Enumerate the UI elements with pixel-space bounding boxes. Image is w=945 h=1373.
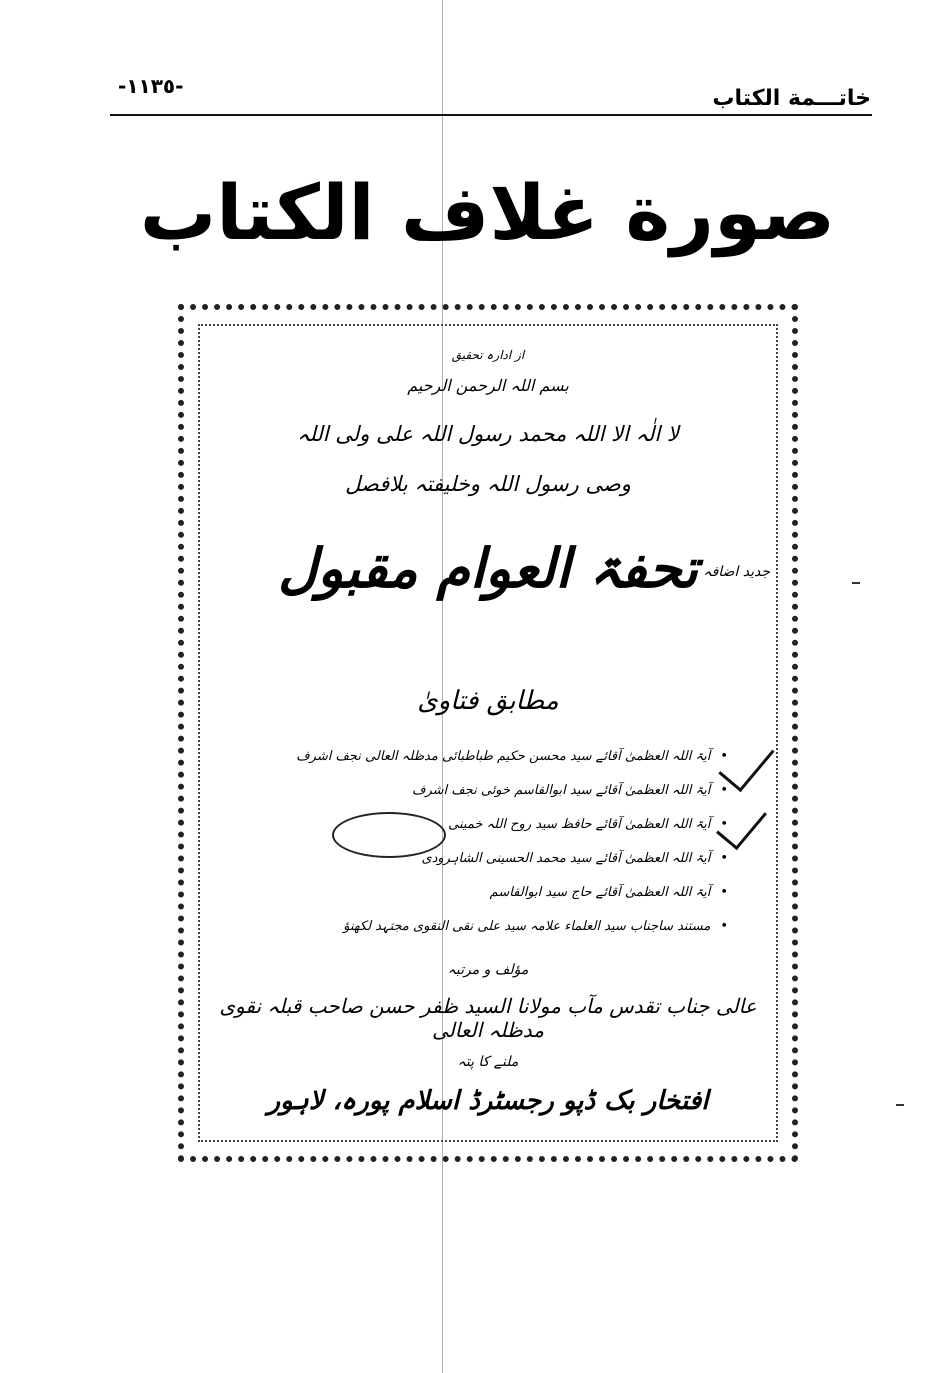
fatwa-item	[218, 842, 728, 876]
cover-author: عالی جناب تقدس مآب مولانا السید ظفر حسن صاحب قبلہ نقوی مدظلہ العالی	[219, 994, 757, 1042]
bullet-icon: •	[720, 749, 728, 764]
fatwa-item	[218, 808, 728, 842]
header-divider	[110, 114, 872, 116]
fatwa-item	[218, 876, 728, 910]
section-title: خاتـــمة الكتاب	[712, 86, 871, 111]
cover-edition-note: جدید اضافہ	[703, 564, 770, 580]
cover-publisher-heading: ملنے کا پتہ	[457, 1054, 519, 1070]
cover-publisher: افتخار بک ڈپو رجسٹرڈ اسلام پورہ، لاہور	[267, 1086, 709, 1116]
cover-small-heading: از ادارہ تحقیق	[451, 348, 525, 362]
fatwa-item	[218, 910, 728, 944]
bullet-icon: •	[720, 817, 728, 832]
fatwa-item	[218, 774, 728, 808]
page-number: -١١٣٥-	[118, 74, 184, 98]
cover-kalima-line2: وصی رسول اللہ وخلیفتہ بلافصل	[345, 472, 631, 496]
book-cover-image	[178, 304, 798, 1162]
fatwa-item-label: آیۃ اللہ العظمیٰ آقائے حافظ سید روح اللہ خمینی	[448, 817, 711, 832]
cover-bismillah: بسم اللہ الرحمن الرحیم	[407, 376, 569, 395]
page-title: صورة غلاف الكتاب	[139, 168, 836, 257]
fatwa-item-label: آیۃ اللہ العظمیٰ آقائے سید ابوالقاسم خوئی نجف اشرف	[411, 783, 711, 798]
cover-subtitle: مطابق فتاویٰ	[417, 686, 559, 716]
scan-speck	[896, 1104, 904, 1106]
fatwa-item-label: آیۃ اللہ العظمیٰ آقائے حاج سید ابوالقاسم	[489, 885, 711, 900]
cover-kalima-line1: لا الٰہ الا اللہ محمد رسول اللہ علی ولی اللہ	[297, 422, 679, 446]
bullet-icon: •	[720, 851, 728, 866]
fatwa-item-label: مستند ساجناب سید العلماء علامہ سید علی نقی النقوی مجتہد لکھنؤ	[343, 919, 711, 934]
cover-author-heading: مؤلف و مرتبہ	[447, 962, 529, 978]
cover-book-title: تحفۃ العوام مقبول	[278, 536, 698, 600]
bullet-icon: •	[720, 885, 728, 900]
bullet-icon: •	[720, 783, 728, 798]
handwritten-circle-annotation	[332, 812, 446, 858]
fatwa-item-label: آیۃ اللہ العظمیٰ آقائے سید محسن حکیم طباطبائی مدظلہ العالی نجف اشرف	[296, 749, 711, 764]
bullet-icon: •	[720, 919, 728, 934]
scan-speck	[852, 582, 860, 584]
cover-fatwa-list	[218, 740, 728, 944]
fatwa-item-label: آیۃ اللہ العظمیٰ آقائے سید محمد الحسینی الشاہرودی	[421, 851, 711, 866]
fatwa-item	[218, 740, 728, 774]
